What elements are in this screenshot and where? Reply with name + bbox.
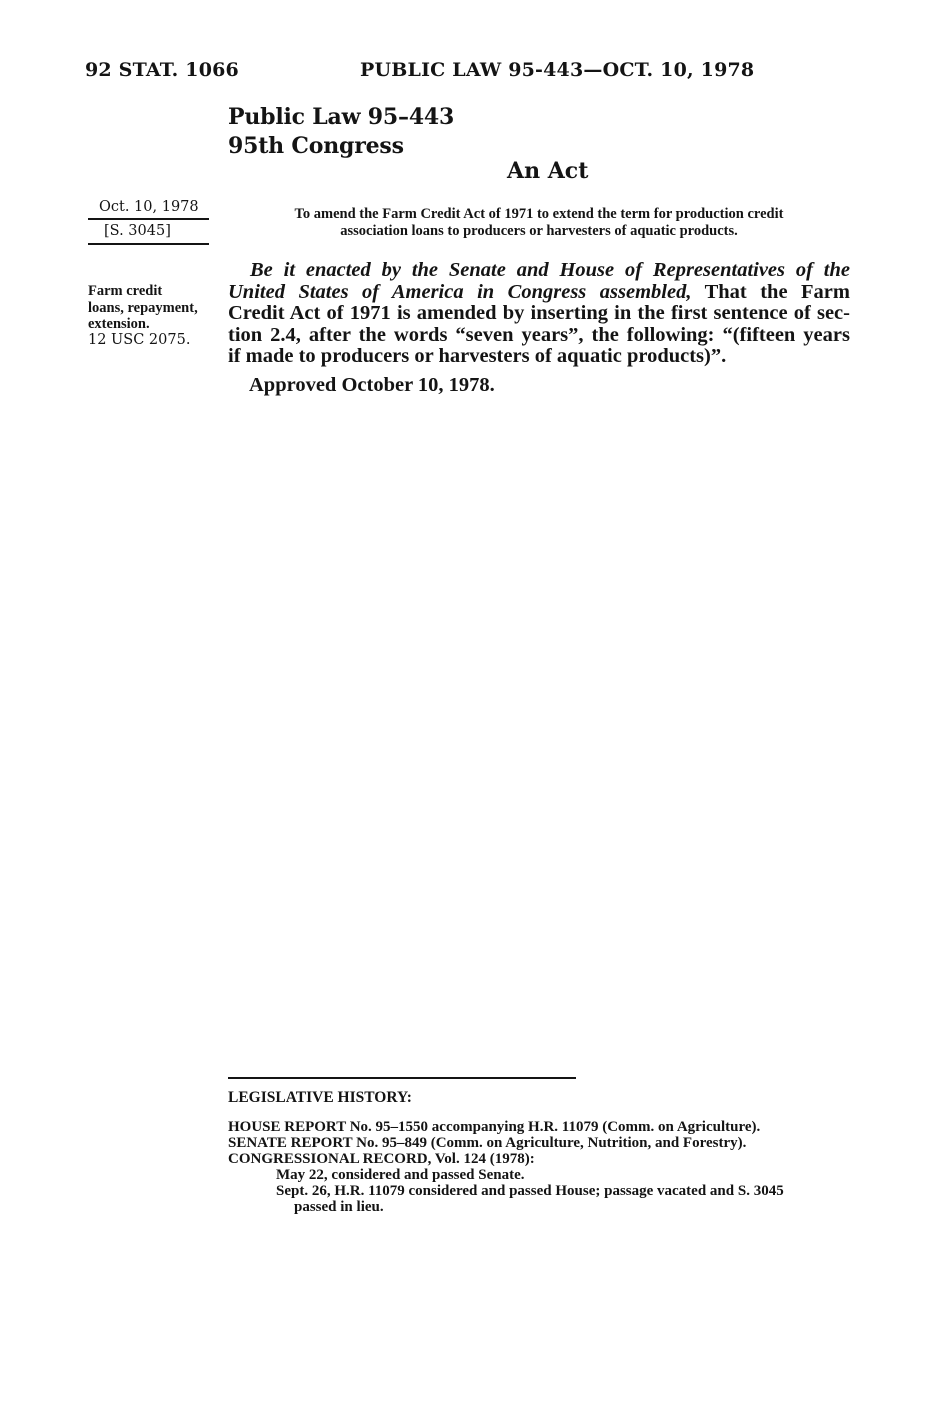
congressional-record: CONGRESSIONAL RECORD, Vol. 124 (1978):	[228, 1151, 535, 1167]
public-law-number: Public Law 95–443	[228, 104, 455, 130]
page-reference: 92 STAT. 1066	[85, 59, 239, 81]
margin-rule	[88, 218, 209, 220]
legislative-history-list	[228, 1119, 784, 1215]
usc-citation: 12 USC 2075.	[88, 332, 191, 348]
footnote-rule	[228, 1077, 576, 1079]
body-line-5: if made to producers or harvesters of aquatic products)”.	[228, 345, 727, 367]
purpose-line: association loans to producers or harvesters of aquatic products.	[340, 223, 738, 239]
record-entry-house: Sept. 26, H.R. 11079 considered and passed House; passage vacated and S. 3045	[276, 1183, 784, 1199]
act-body	[228, 260, 850, 368]
bill-number: [S. 3045]	[104, 223, 171, 239]
enacting-clause-2: United States of America in Congress assembled,	[228, 280, 692, 303]
body-line-1	[228, 260, 850, 282]
act-purpose	[228, 206, 850, 240]
margin-rule-2	[88, 243, 209, 245]
margin-note	[88, 283, 198, 333]
purpose-line: To amend the Farm Credit Act of 1971 to extend the term for production credit	[294, 206, 784, 222]
body-line-2	[228, 282, 850, 304]
record-entry-senate: May 22, considered and passed Senate.	[276, 1167, 525, 1183]
margin-note-line: loans, repayment,	[88, 299, 198, 316]
margin-note-line: Farm credit	[88, 283, 163, 299]
record-entry-continuation: passed in lieu.	[294, 1199, 384, 1215]
margin-note-line: extension.	[88, 316, 150, 332]
enacting-clause-1: Be it enacted by the Senate and House of Representatives of the	[250, 259, 850, 281]
body-line-3: Credit Act of 1971 is amended by inserting in the first sentence of sec-	[228, 302, 850, 324]
running-title: PUBLIC LAW 95-443—OCT. 10, 1978	[360, 59, 755, 81]
an-act-label: An Act	[507, 158, 589, 184]
body-line-2-tail: That the Farm	[691, 280, 850, 303]
margin-date: Oct. 10, 1978	[99, 199, 199, 215]
house-report: HOUSE REPORT No. 95–1550 accompanying H.R. 11079 (Comm. on Agriculture).	[228, 1119, 761, 1135]
legislative-history-heading: LEGISLATIVE HISTORY:	[228, 1089, 412, 1106]
approval-date: Approved October 10, 1978.	[249, 374, 495, 396]
congress-number: 95th Congress	[228, 133, 404, 159]
body-line-4: tion 2.4, after the words “seven years”, the following: “(fifteen years	[228, 323, 850, 346]
senate-report: SENATE REPORT No. 95–849 (Comm. on Agriculture, Nutrition, and Forestry).	[228, 1135, 747, 1151]
